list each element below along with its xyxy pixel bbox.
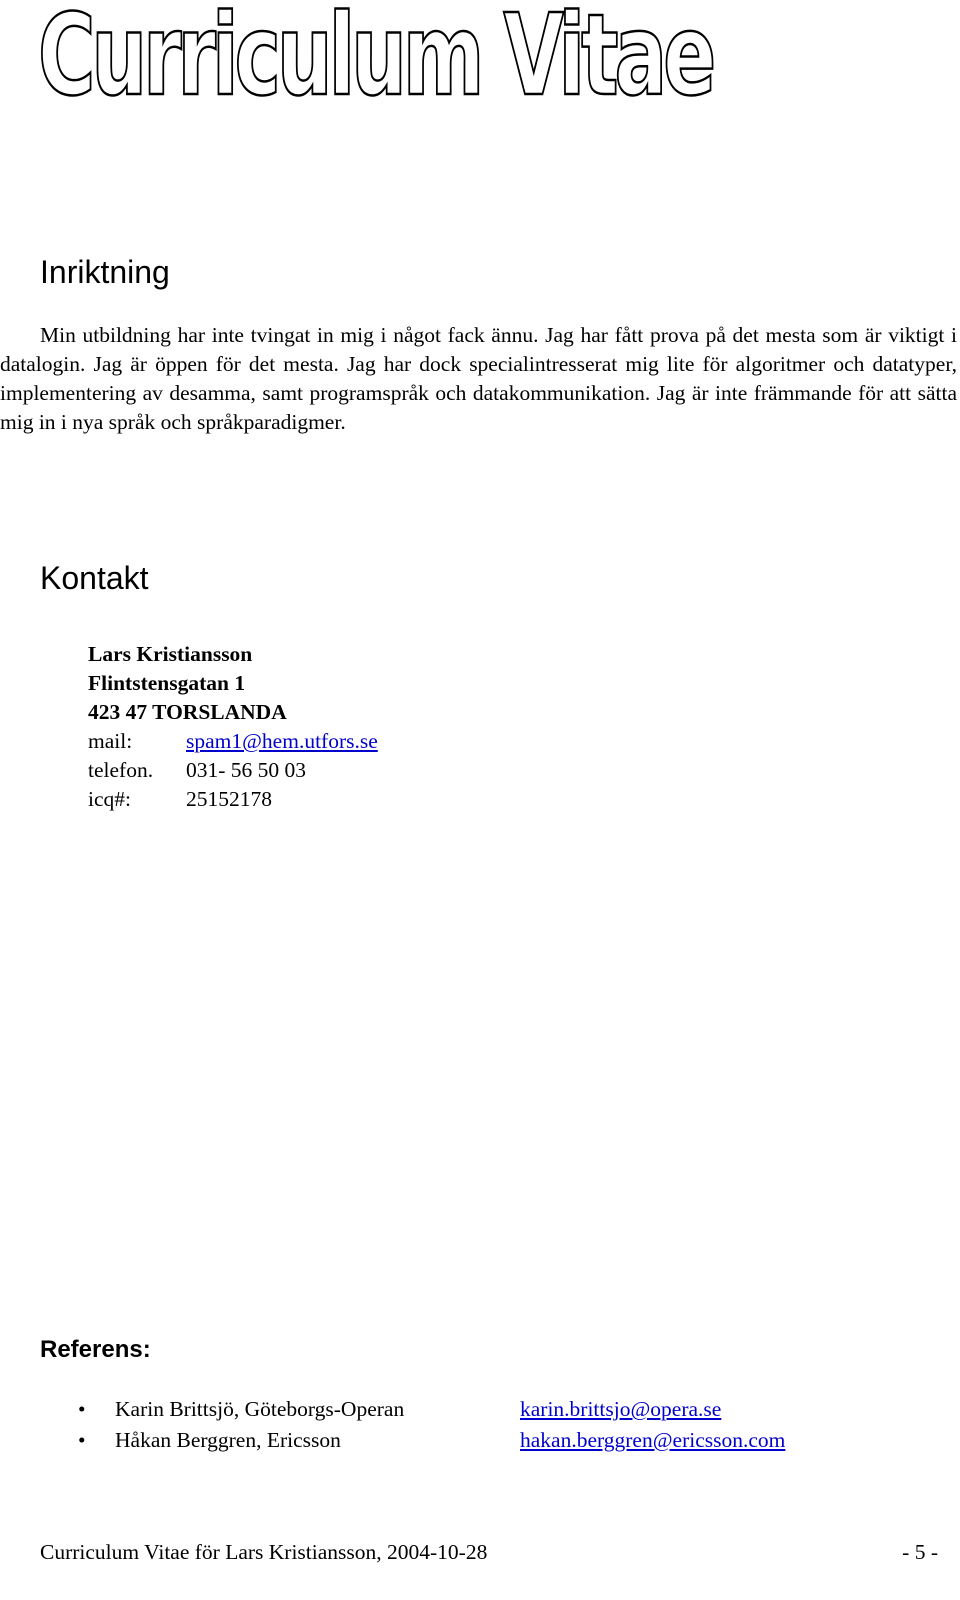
- document-title: Curriculum Vitae: [38, 0, 713, 121]
- reference-item: [78, 1394, 785, 1425]
- page-footer: [40, 1538, 938, 1566]
- contact-street: Flintstensgatan 1: [88, 671, 246, 695]
- focus-text: Min utbildning har inte tvingat in mig i något fack ännu. Jag har fått prova på det mesta som är viktigt i datalogin. Jag är öppen för det mesta. Jag har dock specialintresserat mig lite för algoritmer och datatyper, implementering av desamma, samt programspråk och datakommunikation. Jag är inte främmande för att sätta mig in i nya språk och språkparadigmer.: [0, 323, 957, 434]
- focus-paragraph: [0, 321, 957, 437]
- contact-phone-row: [88, 756, 378, 785]
- phone-value: 031- 56 50 03: [186, 758, 307, 782]
- reference-email-link[interactable]: hakan.berggren@ericsson.com: [520, 1428, 786, 1452]
- contact-block: [88, 640, 378, 814]
- bullet-icon: •: [78, 1428, 86, 1452]
- footer-text: Curriculum Vitae för Lars Kristiansson, 2004-10-28: [40, 1540, 488, 1564]
- icq-value: 25152178: [186, 787, 272, 811]
- contact-name: Lars Kristiansson: [88, 642, 253, 666]
- icq-label: icq#:: [88, 787, 131, 811]
- reference-name: Håkan Berggren, Ericsson: [115, 1428, 341, 1452]
- contact-icq-row: [88, 785, 378, 814]
- contact-city: 423 47 TORSLANDA: [88, 700, 287, 724]
- mail-label: mail:: [88, 729, 133, 753]
- reference-email-link[interactable]: karin.brittsjo@opera.se: [520, 1397, 722, 1421]
- references-list: [78, 1394, 785, 1456]
- reference-item: [78, 1425, 785, 1456]
- contact-mail-row: [88, 727, 378, 756]
- references-heading: Referens:: [40, 1336, 151, 1363]
- focus-heading: Inriktning: [40, 254, 170, 290]
- page-number: - 5 -: [902, 1540, 938, 1564]
- contact-heading: Kontakt: [40, 560, 149, 596]
- mail-link[interactable]: spam1@hem.utfors.se: [186, 729, 378, 753]
- bullet-icon: •: [78, 1397, 86, 1421]
- reference-name: Karin Brittsjö, Göteborgs-Operan: [115, 1397, 405, 1421]
- phone-label: telefon.: [88, 758, 154, 782]
